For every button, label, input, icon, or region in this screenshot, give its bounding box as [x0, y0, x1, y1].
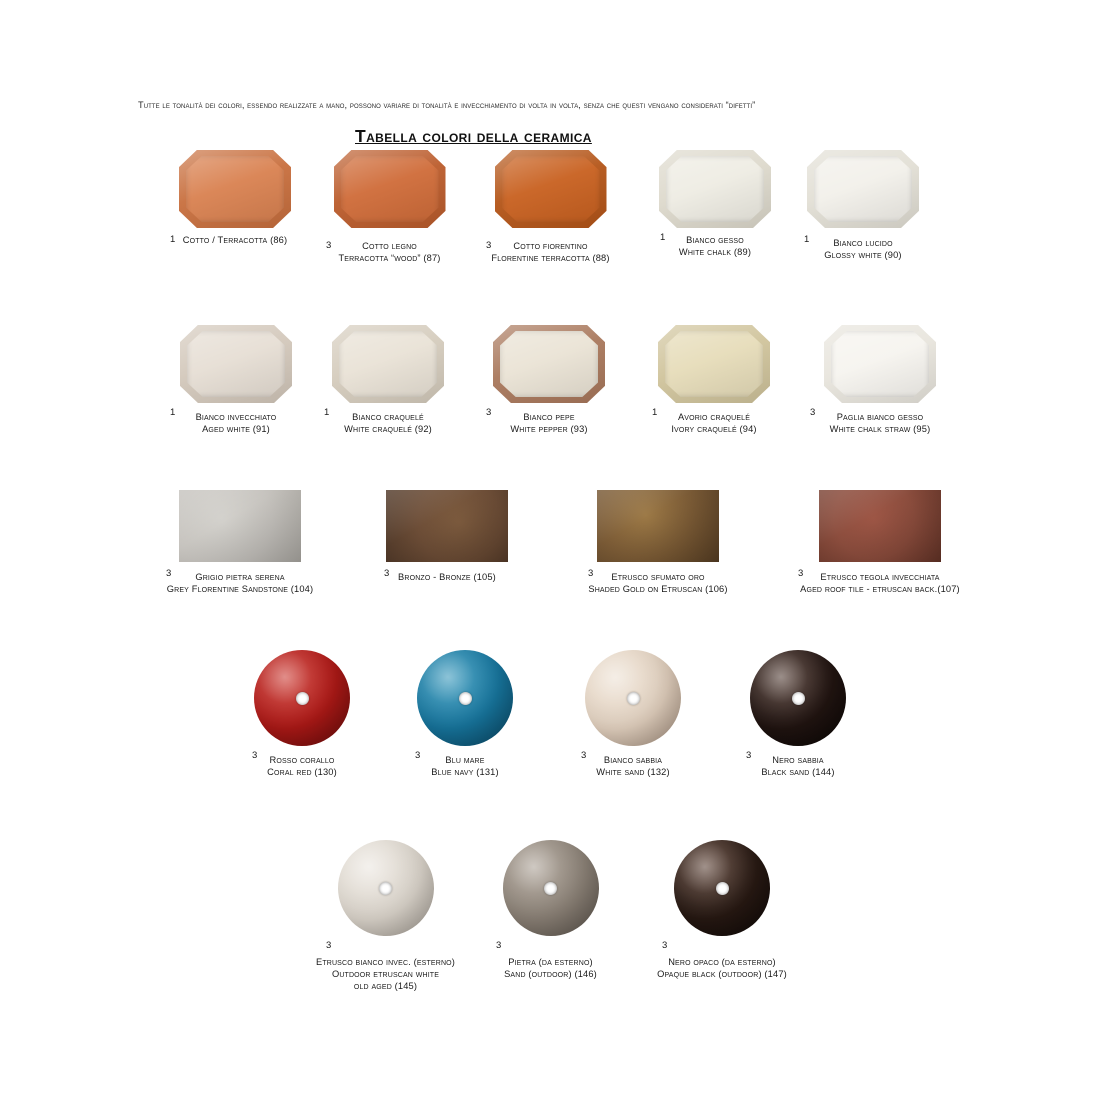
swatch-number: 3 — [496, 940, 502, 951]
swatch-caption — [170, 411, 302, 435]
swatch-caption — [790, 571, 970, 595]
caption-line-1: Cotto fiorentino — [513, 241, 588, 251]
swatch-graphic — [748, 650, 848, 746]
swatch-number: 1 — [170, 234, 176, 245]
swatch-cell[interactable] — [650, 150, 780, 258]
caption-line-1: Bianco sabbia — [603, 755, 663, 765]
swatch-graphic — [810, 325, 950, 403]
swatch-number: 1 — [324, 407, 330, 418]
swatch-caption — [810, 411, 950, 435]
caption-line-2: Outdoor etruscan white — [331, 969, 440, 980]
swatch-cell[interactable] — [415, 650, 515, 778]
swatch-number: 3 — [384, 568, 390, 579]
swatch-cell[interactable] — [160, 490, 320, 595]
swatch-cell[interactable] — [648, 840, 796, 980]
swatch-caption — [583, 754, 683, 778]
swatch-cell[interactable] — [372, 490, 522, 583]
caption-line-2: Blue navy (131) — [431, 767, 499, 778]
swatch-number: 1 — [652, 407, 658, 418]
swatch-caption — [322, 411, 454, 435]
page-title: Tabella colori della ceramica — [355, 126, 592, 146]
caption-line-1: Etrusco tegola invecchiata — [820, 572, 940, 582]
round-swatch — [585, 650, 681, 746]
swatch-number: 1 — [804, 234, 810, 245]
octagon-swatch — [332, 325, 444, 403]
swatch-caption — [372, 571, 522, 583]
caption-line-2: White pepper (93) — [510, 424, 588, 435]
swatch-caption — [484, 411, 614, 435]
octagon-swatch — [659, 150, 771, 228]
swatch-number: 3 — [166, 568, 172, 579]
round-swatch — [254, 650, 350, 746]
swatch-caption — [578, 571, 738, 595]
swatch-cell[interactable] — [790, 490, 970, 595]
caption-line-1: Cotto / Terracotta (86) — [182, 235, 288, 245]
swatch-caption — [488, 956, 613, 980]
caption-line-2: White chalk (89) — [678, 247, 752, 258]
caption-line-1: Bianco craquelé — [352, 412, 424, 422]
swatch-number: 3 — [326, 940, 332, 951]
caption-line-1: Blu mare — [445, 755, 485, 765]
swatch-number: 3 — [810, 407, 816, 418]
swatch-caption — [798, 237, 928, 261]
center-hole — [379, 882, 392, 895]
swatch-cell[interactable] — [798, 150, 928, 261]
round-swatch — [750, 650, 846, 746]
swatch-graphic — [648, 325, 780, 403]
swatch-graphic — [583, 650, 683, 746]
swatch-number: 1 — [170, 407, 176, 418]
caption-line-2: Black sand (144) — [761, 767, 835, 778]
caption-line-1: Bianco pepe — [523, 412, 575, 422]
caption-line-1: Cotto legno — [362, 241, 417, 251]
swatch-caption — [648, 956, 796, 980]
swatch-number: 3 — [746, 750, 752, 761]
swatch-graphic — [322, 150, 457, 228]
caption-line-1: Paglia bianco gesso — [836, 412, 924, 422]
swatch-graphic — [478, 150, 623, 228]
swatch-number: 3 — [486, 240, 492, 251]
center-hole — [716, 882, 729, 895]
swatch-cell[interactable] — [322, 150, 457, 264]
swatch-caption — [160, 571, 320, 595]
swatch-cell[interactable] — [170, 325, 302, 435]
swatch-caption — [650, 234, 780, 258]
octagon-swatch — [180, 325, 292, 403]
swatch-cell[interactable] — [478, 150, 623, 264]
swatch-graphic — [798, 150, 928, 228]
swatch-cell[interactable] — [252, 650, 352, 778]
caption-line-1: Rosso corallo — [269, 755, 335, 765]
swatch-number: 3 — [326, 240, 332, 251]
swatch-caption — [648, 411, 780, 435]
disclaimer-text: Tutte le tonalità dei colori, essendo realizzate a mano, possono variare di tonalità e invecchiamento di volta in volta, senza che questi vengano considerati “difetti” — [138, 100, 756, 110]
swatch-number: 3 — [588, 568, 594, 579]
swatch-cell[interactable] — [488, 840, 613, 980]
swatch-cell[interactable] — [583, 650, 683, 778]
rectangle-swatch — [386, 490, 508, 562]
swatch-graphic — [578, 490, 738, 562]
caption-line-2: Opaque black (outdoor) (147) — [657, 969, 787, 980]
swatch-graphic — [160, 490, 320, 562]
swatch-caption — [308, 956, 463, 993]
swatch-cell[interactable] — [322, 325, 454, 435]
octagon-swatch — [658, 325, 770, 403]
swatch-cell[interactable] — [578, 490, 738, 595]
swatch-cell[interactable] — [308, 840, 463, 993]
caption-line-1: Pietra (da esterno) — [508, 957, 593, 967]
caption-line-2: Aged roof tile - etruscan back.(107) — [800, 584, 960, 595]
caption-line-2: Grey Florentine Sandstone (104) — [166, 584, 314, 595]
swatch-caption — [478, 240, 623, 264]
caption-line-2: Coral red (130) — [267, 767, 337, 778]
swatch-number: 3 — [662, 940, 668, 951]
swatch-number: 3 — [798, 568, 804, 579]
swatch-graphic — [372, 490, 522, 562]
swatch-number: 3 — [581, 750, 587, 761]
caption-line-1: Bianco lucido — [833, 238, 893, 248]
caption-line-2: Ivory craquelé (94) — [671, 424, 757, 435]
caption-line-1: Nero opaco (da esterno) — [668, 957, 776, 967]
octagon-swatch — [495, 150, 607, 228]
caption-line-2: Glossy white (90) — [824, 250, 902, 261]
swatch-number: 1 — [660, 232, 666, 243]
caption-line-1: Bronzo - Bronze (105) — [398, 572, 496, 582]
rectangle-swatch — [597, 490, 719, 562]
swatch-graphic — [252, 650, 352, 746]
caption-line-2: Shaded Gold on Etruscan (106) — [588, 584, 728, 595]
octagon-swatch — [493, 325, 605, 403]
octagon-swatch — [179, 150, 291, 228]
swatch-number: 3 — [415, 750, 421, 761]
caption-line-2: Sand (outdoor) (146) — [504, 969, 597, 980]
caption-line-1: Etrusco bianco invec. (esterno) — [316, 957, 455, 967]
caption-line-2: White sand (132) — [596, 767, 670, 778]
swatch-graphic — [650, 150, 780, 228]
octagon-swatch — [334, 150, 446, 228]
round-swatch — [338, 840, 434, 936]
round-swatch — [417, 650, 513, 746]
swatch-graphic — [790, 490, 970, 562]
caption-line-1: Etrusco sfumato oro — [611, 572, 705, 582]
swatch-caption — [415, 754, 515, 778]
swatch-graphic — [648, 840, 796, 936]
center-hole — [296, 692, 309, 705]
center-hole — [627, 692, 640, 705]
swatch-cell[interactable] — [170, 150, 300, 246]
caption-line-1: Bianco gesso — [686, 235, 744, 245]
caption-line-2: Terracotta “wood” (87) — [338, 253, 441, 264]
caption-line-2: Aged white (91) — [202, 424, 270, 435]
swatch-number: 3 — [252, 750, 258, 761]
caption-line-2: White craquelé (92) — [344, 424, 432, 435]
octagon-swatch — [807, 150, 919, 228]
swatch-cell[interactable] — [748, 650, 848, 778]
rectangle-swatch — [179, 490, 301, 562]
round-swatch — [674, 840, 770, 936]
caption-line-1: Bianco invecchiato — [195, 412, 277, 422]
rectangle-swatch — [819, 490, 941, 562]
swatch-cell[interactable] — [648, 325, 780, 435]
caption-line-1: Nero sabbia — [772, 755, 824, 765]
swatch-caption — [748, 754, 848, 778]
caption-line-1: Grigio pietra serena — [195, 572, 285, 582]
round-swatch — [503, 840, 599, 936]
swatch-graphic — [415, 650, 515, 746]
swatch-caption — [322, 240, 457, 264]
octagon-swatch — [824, 325, 936, 403]
caption-line-2: White chalk straw (95) — [829, 424, 931, 435]
caption-line-3: old aged (145) — [353, 981, 418, 992]
swatch-graphic — [170, 325, 302, 403]
swatch-graphic — [308, 840, 463, 936]
swatch-cell[interactable] — [810, 325, 950, 435]
swatch-graphic — [170, 150, 300, 228]
center-hole — [792, 692, 805, 705]
swatch-number: 3 — [486, 407, 492, 418]
swatch-graphic — [484, 325, 614, 403]
caption-line-2: Florentine terracotta (88) — [491, 253, 610, 264]
swatch-caption — [252, 754, 352, 778]
swatch-graphic — [322, 325, 454, 403]
center-hole — [459, 692, 472, 705]
swatch-caption — [170, 234, 300, 246]
swatch-graphic — [488, 840, 613, 936]
caption-line-1: Avorio craquelé — [677, 412, 751, 422]
swatch-cell[interactable] — [484, 325, 614, 435]
center-hole — [544, 882, 557, 895]
